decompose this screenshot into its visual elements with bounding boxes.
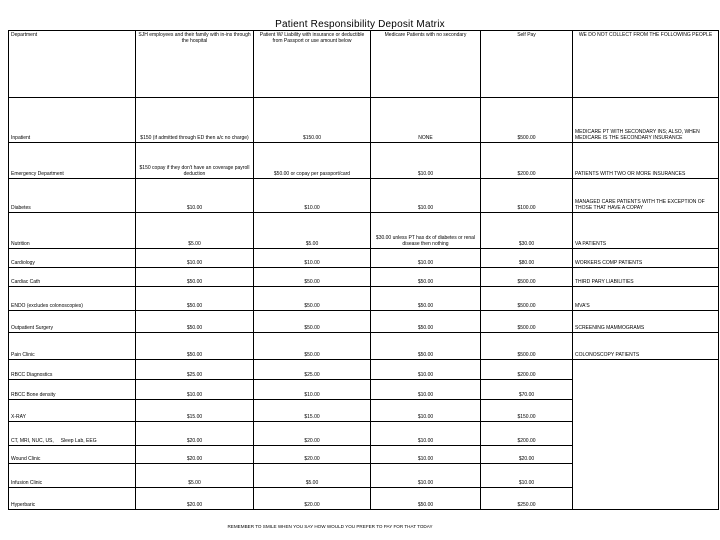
medicare-cell: $10.00 <box>371 360 481 380</box>
liability-cell: $5.00 <box>254 464 371 488</box>
department-cell: Nutrition <box>9 213 136 249</box>
medicare-cell: $10.00 <box>371 422 481 446</box>
self-pay-cell: $150.00 <box>481 400 573 422</box>
department-cell: CT, MRI, NUC, US, Sleep Lab, EEG <box>9 422 136 446</box>
self-pay-cell: $200.00 <box>481 422 573 446</box>
employee-cell: $10.00 <box>136 249 254 268</box>
self-pay-cell: $500.00 <box>481 268 573 287</box>
department-cell: Outpatient Surgery <box>9 311 136 333</box>
liability-cell: $20.00 <box>254 446 371 464</box>
medicare-cell: $10.00 <box>371 179 481 213</box>
self-pay-cell: $200.00 <box>481 360 573 380</box>
medicare-cell: $50.00 <box>371 311 481 333</box>
header-row <box>9 31 719 98</box>
medicare-cell: $30.00 unless PT has dx of diabetes or renal disease then nothing <box>371 213 481 249</box>
exclusion-note-cell: MVA'S <box>573 287 719 311</box>
department-cell: Emergency Department <box>9 143 136 179</box>
medicare-cell: $10.00 <box>371 464 481 488</box>
employee-cell: $50.00 <box>136 311 254 333</box>
footer-text: REMEMBER TO SMILE WHEN YOU SAY HOW WOULD YOU PREFER TO PAY FOR THAT TODAY <box>227 524 433 529</box>
self-pay-cell: $500.00 <box>481 287 573 311</box>
medicare-cell: $10.00 <box>371 380 481 400</box>
footer-reminder <box>0 524 600 529</box>
department-cell: RBCC Bone density <box>9 380 136 400</box>
self-pay-cell: $10.00 <box>481 464 573 488</box>
table-row <box>9 143 719 179</box>
table-row <box>9 213 719 249</box>
liability-cell: $50.00 <box>254 268 371 287</box>
table-row <box>9 311 719 333</box>
employee-cell: $150 copay if they don't have an coverage payroll deduction <box>136 143 254 179</box>
table-row <box>9 268 719 287</box>
employee-cell: $10.00 <box>136 380 254 400</box>
table-row <box>9 287 719 311</box>
exclusion-note-cell: COLONOSCOPY PATIENTS <box>573 333 719 360</box>
medicare-cell: $50.00 <box>371 268 481 287</box>
column-header-medicare: Medicare Patients with no secondary <box>371 31 481 98</box>
department-cell: Hyperbaric <box>9 488 136 510</box>
employee-cell: $50.00 <box>136 287 254 311</box>
liability-cell: $20.00 <box>254 488 371 510</box>
exclusion-note-cell <box>573 360 719 510</box>
self-pay-cell: $200.00 <box>481 143 573 179</box>
deposit-matrix-table <box>8 30 719 510</box>
liability-cell: $50.00 <box>254 311 371 333</box>
department-cell: Wound Clinic <box>9 446 136 464</box>
column-header-department: Department <box>9 31 136 98</box>
exclusion-note-cell: THIRD PARY LIABILITIES <box>573 268 719 287</box>
page-title: Patient Responsibility Deposit Matrix <box>275 19 445 30</box>
liability-cell: $50.00 <box>254 287 371 311</box>
liability-cell: $10.00 <box>254 179 371 213</box>
employee-cell: $25.00 <box>136 360 254 380</box>
medicare-cell: $50.00 <box>371 333 481 360</box>
liability-cell: $10.00 <box>254 249 371 268</box>
column-header-employees: SJH employees and their family with in-ins through the hospital <box>136 31 254 98</box>
self-pay-cell: $500.00 <box>481 311 573 333</box>
table-row <box>9 249 719 268</box>
self-pay-cell: $100.00 <box>481 179 573 213</box>
table-row <box>9 98 719 143</box>
self-pay-cell: $30.00 <box>481 213 573 249</box>
medicare-cell: $10.00 <box>371 249 481 268</box>
self-pay-cell: $80.00 <box>481 249 573 268</box>
medicare-cell: $10.00 <box>371 446 481 464</box>
exclusion-note-cell: WORKERS COMP PATIENTS <box>573 249 719 268</box>
employee-cell: $150 (if admitted through ED then a/c no charge) <box>136 98 254 143</box>
liability-cell: $25.00 <box>254 360 371 380</box>
liability-cell: $50.00 or copay per passport/card <box>254 143 371 179</box>
department-cell: Cardiac Cath <box>9 268 136 287</box>
employee-cell: $20.00 <box>136 446 254 464</box>
employee-cell: $50.00 <box>136 268 254 287</box>
employee-cell: $50.00 <box>136 333 254 360</box>
department-cell: RBCC Diagnostics <box>9 360 136 380</box>
liability-cell: $150.00 <box>254 98 371 143</box>
medicare-cell: $10.00 <box>371 400 481 422</box>
department-cell: Infusion Clinic <box>9 464 136 488</box>
department-cell: X-RAY <box>9 400 136 422</box>
medicare-cell: NONE <box>371 98 481 143</box>
employee-cell: $15.00 <box>136 400 254 422</box>
liability-cell: $20.00 <box>254 422 371 446</box>
department-cell: Pain Clinic <box>9 333 136 360</box>
medicare-cell: $10.00 <box>371 143 481 179</box>
medicare-cell: $50.00 <box>371 488 481 510</box>
column-header-liability: Patient W/ Liability with insurance or deductible from Passport or use amount below <box>254 31 371 98</box>
employee-cell: $20.00 <box>136 422 254 446</box>
self-pay-cell: $250.00 <box>481 488 573 510</box>
self-pay-cell: $20.00 <box>481 446 573 464</box>
department-cell: Inpatient <box>9 98 136 143</box>
exclusion-note-cell: PATIENTS WITH TWO OR MORE INSURANCES <box>573 143 719 179</box>
liability-cell: $10.00 <box>254 380 371 400</box>
exclusion-note-cell: SCREENING MAMMOGRAMS <box>573 311 719 333</box>
column-header-exclusions: WE DO NOT COLLECT FROM THE FOLLOWING PEOPLE <box>573 31 719 98</box>
department-cell: ENDO (excludes colonoscopies) <box>9 287 136 311</box>
exclusion-note-cell: MANAGED CARE PATIENTS WITH THE EXCEPTION OF THOSE THAT HAVE A COPAY <box>573 179 719 213</box>
liability-cell: $5.00 <box>254 213 371 249</box>
department-cell: Cardiology <box>9 249 136 268</box>
liability-cell: $50.00 <box>254 333 371 360</box>
employee-cell: $5.00 <box>136 213 254 249</box>
column-header-self-pay: Self Pay <box>481 31 573 98</box>
table-row <box>9 360 719 380</box>
self-pay-cell: $500.00 <box>481 98 573 143</box>
table-row <box>9 333 719 360</box>
exclusion-note-cell: VA PATIENTS <box>573 213 719 249</box>
table-row <box>9 179 719 213</box>
liability-cell: $15.00 <box>254 400 371 422</box>
medicare-cell: $50.00 <box>371 287 481 311</box>
self-pay-cell: $500.00 <box>481 333 573 360</box>
employee-cell: $5.00 <box>136 464 254 488</box>
self-pay-cell: $70.00 <box>481 380 573 400</box>
exclusion-note-cell: MEDICARE PT WITH SECONDARY INS; ALSO, WHEN MEDICARE IS THE SECONDARY INSURANCE <box>573 98 719 143</box>
employee-cell: $20.00 <box>136 488 254 510</box>
employee-cell: $10.00 <box>136 179 254 213</box>
department-cell: Diabetes <box>9 179 136 213</box>
